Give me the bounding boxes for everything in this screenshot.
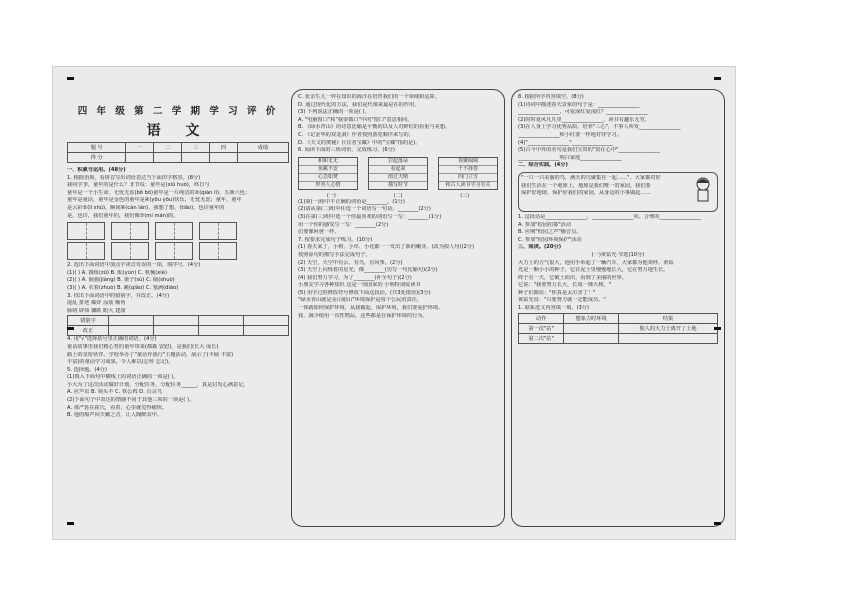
registration-mark xyxy=(714,327,721,330)
word-box: 岩起落朵 看起来 雨过天晴 描写时节 xyxy=(368,157,428,190)
subject-title: 语 文 xyxy=(146,123,210,139)
question-text: 1. 联系选文内容填一填。(3分) xyxy=(518,305,590,312)
correction-table: 错别字 改正 xyxy=(67,315,289,336)
writing-cell[interactable] xyxy=(67,222,105,240)
passage-title: (一)黄钻光·节选(10分) xyxy=(591,251,645,258)
word-box: 和和无无 鱼跳不安 心急如焚 形容人心情 xyxy=(298,157,358,190)
column-right: 8. 根据所学内容填空。(8分) (1)诗词中描述春天景象的句子是：________________ ________________，可爱深红爱浅红？________________ (2)时时夏风凡凡里________________，读书有趣乐无穷。 (3)在人身上学习优秀品质，培养"三心"，不事人所发________________ ________________和小红要一样地对待学习。 (4)"________________"________________ (5)古今中外的名句是我们宝贵的"贯在心中"________________ ________________明白家庭________________ 二、综合实践。(4分) "一只一只美丽的鸟，满天的鸟聚集在一起……"，大家都对好 我们生活在一个地球上，地球是我们唯一的家园，我们要 保护好地球，保护好我们的家园，从身边的小事做起…… 1. 这段话是________________，________________向、合理的________________ A. 参加"校园招募"活动 B. 应期"校园之声"播音员。 C. 参加"校园环境保护"活动 三、阅读。(20分) (一)黄钻光·节选(10分) 大力士的力气很大，他用手举起了一辆汽车，大家都为他欢呼。黄钻 光是一颗小小的种子，它在泥土里慢慢地长大，它在努力地生长。 终于有一天，它破土而出，看到了美丽的世界。 它说："我要努力长大，长成一棵大树。" 种子们都说："你真是太厉害了！" 黄钻光说："只要努力就一定能成功。" 1. 联系选文内容填一填。(3分) 动作 想象力时环境 结果 第一次"站" 独人的大力士离开了土地 第二次"站" xyxy=(511,89,725,527)
pinyin-grid-row xyxy=(67,222,289,240)
score-table xyxy=(67,142,289,163)
exam-paper xyxy=(52,66,736,540)
question-text: 4. 用"√"选择括号里正确的词语。(4分) xyxy=(67,336,157,343)
registration-mark xyxy=(67,522,74,525)
quote-box: "一只一只美丽的鸟，满天的鸟聚集在一起……"，大家都对好 我们生活在一个地球上，地球是我们唯一的家园，我们要 保护好地球，保护好我们的家园，从身边的小事做起…… xyxy=(518,172,718,212)
writing-cell[interactable] xyxy=(67,242,105,260)
registration-mark xyxy=(67,327,74,330)
writing-cell[interactable] xyxy=(199,242,237,260)
score-table-header: 题 号 一 二 三 四 成绩 xyxy=(68,143,289,153)
writing-cell[interactable] xyxy=(155,222,193,240)
registration-mark xyxy=(714,522,721,525)
word-box: 春聚阔阔 千不择卷 四门立雪 和古人读书学习有关 xyxy=(438,157,498,190)
section-heading: 一、积累与运用。(48分) xyxy=(67,167,126,173)
exam-title: 四 年 级 第 二 学 期 学 习 评 价 xyxy=(77,106,279,117)
girl-illustration-icon xyxy=(691,175,715,203)
question-text: 5. 选择题。(4分) xyxy=(67,366,107,373)
registration-mark xyxy=(67,77,74,80)
question-text: 6. 阅读下面的三组词语，完成练习。(6分) xyxy=(298,147,395,154)
section-heading: 三、阅读。(20分) xyxy=(518,244,562,251)
question-text: 1. 根据语境，看拼音写出词语表达当下面田字格里。(8分) xyxy=(67,174,201,181)
score-table-row: 得 分 xyxy=(68,153,289,163)
writing-cell[interactable] xyxy=(199,222,237,240)
question-text: 3. 找出下面词语中的错别字，并改正。(4分) xyxy=(67,292,170,299)
question-text: 2. 选出下面词语中加点字读音有误的一项，填序号。(4分) xyxy=(67,262,201,269)
box-labels: (一) (二) (三) xyxy=(326,192,470,199)
answer-table: 动作 想象力时环境 结果 第一次"站" 独人的大力士离开了土地 第二次"站" xyxy=(518,313,718,344)
column-left: 四 年 级 第 二 学 期 学 习 评 价 语 文 题 号 一 二 三 四 成绩 得 分 一、积累与运用。(48分) 1. 根据语境，看拼音写出词语表达当下面田字格里。(8分) 我同学李，童年的是什么？非节说：童年是(xiū huó)，终日与 童年是一个小生命，无忧无虑(bō bō)童年是一片纯洁的②(qián lì)，五颜六色； 童年是童话，童年是金色的童年是④(yōu yōu)快乐，无忧无虑；童年，童年 是云彩⑤(lí shù)，瞬间⑥(cán lán)，我想了想，(tiāo)，也许童年的 是，也许，我们童年的，我们像⑦(mí mán)的。 2. 选出下面词语中加点字读音有误的一项，填序号。(4分) (1)( ) A. 撰组(zǔ) B. 酝(yùn) C. 机械(xiè) (2)( ) A. 倔强(jiàng) B. 栗子(sù) C. 硕(shuò) (3)( ) A. 衣着(zhuó) B. 跳(qiǎo) C. 塞满(diāo) 3. 找出下面词语中的错别字，并改正。(4分) 混乱 排迹 爆炸 涂筋 额角 脉络 辟如 骤跌 眼大 建康 错别字 改正 4. 用"√"选择括号里正确的词语。(4分) 童话故事里我们精心育的童年带来(都森 安慰)，是我们(长大 成长) 路上的亲密伙伴。学校举办了"童话作我行"主题活动，展示了(丰硕 丰富) 丰富)的童话学习成果，令人难以(忘怀 忘记)。 5. 选择题。(4分) (1)填入下面句中横线上的词语正确的一项是( )。 小大为了这次活动做好计划，分配任务，分配任务______，真是启发心满意足。 A. 应声虫 B. 领头羊 C. 铁公鸡 D. 百灵鸟 (2)下面句子中表达的情感不同于其他三项的一项是( )。 A. 那严惩在霍氏，看着，心里就觉得痛快。 B. 他的船声回天籁之音，让人陶醉其中。 xyxy=(67,71,289,535)
pinyin-grid-row xyxy=(67,242,289,260)
question-text: 8. 根据所学内容填空。(8分) xyxy=(518,94,584,100)
writing-cell[interactable] xyxy=(111,242,149,260)
writing-cell[interactable] xyxy=(155,242,193,260)
registration-mark xyxy=(714,77,721,80)
column-middle: C. 张亲生儿一样在知识的海洋在培育我们的一个领域和运算。 D. 通过现代化的方法，我们是代课来最是在的作用。 (3) 下列说法正确的一项是( )。 A. "电脑窗口"和"我要做口"中的"窗口"意思相同。 B. 《绿水青山》的诗意比喻是平衡的以及人对鲜红的看重与美想。 C. 《记金华的双龙洞》作者按照游览顺序来写的。 D. 《天文的奥秘》(《宜者宝藏》中的"宝藏"指的是)。 6. 阅读下面的三组词语，完成练习。(6分) 和和无无 鱼跳不安 心急如焚 形容人心情 岩起落朵 看起来 雨过天晴 描写时节 春聚阔阔 千不择卷 四门立雪 和古人读书学习有关 (一) (二) (三) (1)第(一)组中不正确的词语是________。(1分) (2)请从第(二)组中任选一个词语写一句话。________(2分) (3)在第(三)组中选一个你最喜欢的词语写一写：________(1分) 用一个你的感受写一写：________(2分) 们要像阿爸一样。 7. 按要求完成句子练习。(10分) (1) 春天来了，小树、小草、小花都一一发出了新的嫩芽。(改为拟人句)(2分) 按照原句的描写手法完成句子。 (2) 天空，天空中有云，有鸟，有风筝。(2分) (3) 天空上闪烁着的星光，像________(仿写一句比喻句)(2分) (4) 我们努力学习，为了________(补全句子)(2分) 小朋友学习各种知识 这是一项国家的 小明特别爱读书 (5) 用学过的修改符号修改下面这段话。(共3处错误)(3分) "绿水青山就是金山银山"环境保护是每个公民的责任， 一体就如何保护环境，从我做起、保护环境，我们要爱护环境。 我，减少使用一次性物品，这些都是在保护环境的行为。 xyxy=(291,89,505,527)
writing-cell[interactable] xyxy=(111,222,149,240)
word-boxes xyxy=(298,157,498,190)
section-heading: 二、综合实践。(4分) xyxy=(518,162,568,169)
question-text: 7. 按要求完成句子练习。(10分) xyxy=(298,236,373,243)
